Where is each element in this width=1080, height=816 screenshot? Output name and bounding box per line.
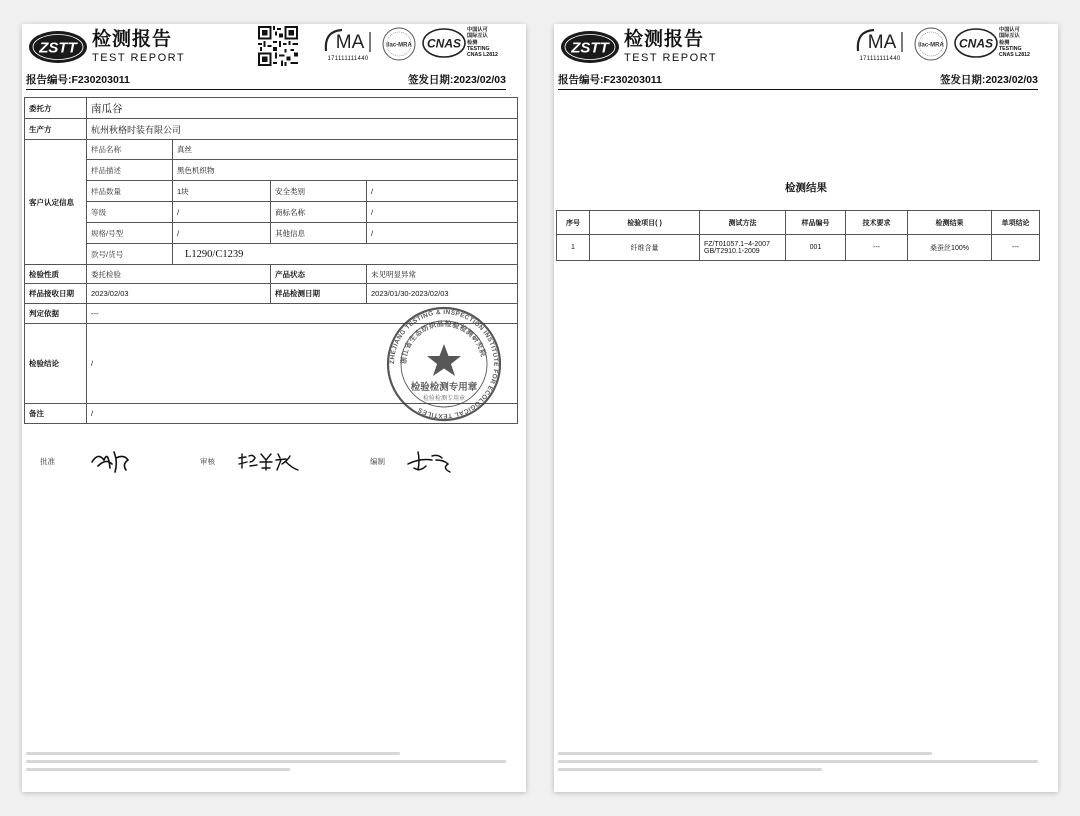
compile-signature xyxy=(406,446,456,476)
compile-label: 编制 xyxy=(370,457,385,466)
report-number-label: 报告编号: xyxy=(26,74,72,86)
received-date-value: 2023/02/03 xyxy=(87,284,271,304)
col-sample: 样品编号 xyxy=(786,211,846,235)
cnas-caption-line: CNAS L2812 xyxy=(467,52,498,59)
sample-qty-value: 1块 xyxy=(173,181,271,202)
row-result: 桑蚕丝100% xyxy=(908,235,992,261)
report-title xyxy=(624,28,717,64)
row-verdict: --- xyxy=(992,235,1040,261)
qr-code-icon xyxy=(258,26,298,66)
cnas-caption-line: 国际互认 xyxy=(999,33,1020,40)
approve-label: 批准 xyxy=(40,457,55,466)
safety-value: / xyxy=(367,181,518,202)
basis-label: 判定依据 xyxy=(25,304,87,324)
basis-value: --- xyxy=(87,304,518,324)
table-row xyxy=(25,223,518,244)
col-requirement: 技术要求 xyxy=(846,211,908,235)
issue-date-label: 签发日期: xyxy=(939,74,986,86)
sample-desc-label: 样品描述 xyxy=(87,160,173,181)
footer-line xyxy=(558,752,932,755)
method-line-2: GB/T2910.1-2009 xyxy=(704,247,760,255)
stamp-outer-text: ZHEJIANG TESTING & INSPECTION INSTITUTE FOR ECOLOGICAL TEXTILES xyxy=(388,308,500,420)
grade-label: 等级 xyxy=(87,202,173,223)
brand-label: 商标名称 xyxy=(271,202,367,223)
footer-line xyxy=(26,768,290,771)
table-row xyxy=(25,140,518,160)
conclusion-value: / xyxy=(87,324,518,404)
col-item: 检验项目( ) xyxy=(590,211,700,235)
report-header-line xyxy=(26,72,506,90)
table-header-row xyxy=(557,211,1040,235)
producer-value: 杭州秋格时装有限公司 xyxy=(87,119,518,140)
review-signature xyxy=(236,446,306,476)
footer-line xyxy=(558,768,822,771)
sample-qty-label: 样品数量 xyxy=(87,181,173,202)
table-row xyxy=(25,265,518,284)
received-date-label: 样品接收日期 xyxy=(25,284,87,304)
report-page-1 xyxy=(22,24,526,792)
spec-value: / xyxy=(173,223,271,244)
cma-text: MA xyxy=(867,32,897,53)
method-line-1: FZ/T01057.1~4-2007 xyxy=(704,240,770,248)
cnas-caption-line: 国际互认 xyxy=(467,33,488,40)
report-title-en: TEST REPORT xyxy=(624,52,718,64)
col-no: 序号 xyxy=(557,211,590,235)
cnas-caption-line: TESTING xyxy=(467,45,490,52)
ilac-text: ilac-MRA xyxy=(386,42,412,49)
table-row xyxy=(25,202,518,223)
footer-fine-print xyxy=(558,752,1038,780)
cnas-caption-line: TESTING xyxy=(999,45,1022,52)
product-state-label: 产品状态 xyxy=(271,265,367,284)
report-title-zh: 检测报告 xyxy=(624,29,705,50)
issue-date-value: 2023/02/03 xyxy=(985,74,1038,86)
row-sample: 001 xyxy=(786,235,846,261)
table-row xyxy=(25,244,518,265)
results-title: 检测结果 xyxy=(785,182,827,194)
client-label: 委托方 xyxy=(25,98,87,119)
col-verdict: 单项结论 xyxy=(992,211,1040,235)
cnas-caption-line: 检测 xyxy=(999,39,1010,46)
safety-label: 安全类别 xyxy=(271,181,367,202)
row-requirement: --- xyxy=(846,235,908,261)
remark-label: 备注 xyxy=(25,404,87,424)
conclusion-label: 检验结论 xyxy=(25,324,87,404)
cma-logo xyxy=(854,26,906,56)
approve-signature xyxy=(88,446,134,476)
zstt-logo xyxy=(28,30,88,64)
table-row xyxy=(557,235,1040,261)
table-row xyxy=(25,119,518,140)
table-row xyxy=(25,284,518,304)
ilac-text: ilac-MRA xyxy=(918,42,944,49)
sample-desc-value: 黑色机织物 xyxy=(173,160,518,181)
report-title xyxy=(92,28,185,64)
customer-info-label: 客户认定信息 xyxy=(25,140,87,265)
footer-line xyxy=(26,760,506,763)
cnas-logo xyxy=(422,26,466,60)
results-table xyxy=(556,210,1040,261)
report-header-line xyxy=(558,72,1038,90)
logo-text: ZSTT xyxy=(571,39,609,57)
client-value: 南瓜谷 xyxy=(87,98,518,119)
row-method xyxy=(700,235,786,261)
issue-date xyxy=(940,72,1038,87)
cnas-caption-line: CNAS L2812 xyxy=(999,52,1030,59)
stamp-center-text: 检验检测专用章 xyxy=(410,382,478,393)
cnas-text: CNAS xyxy=(958,36,994,51)
cnas-caption xyxy=(999,27,1030,58)
report-number xyxy=(558,72,662,87)
test-date-label: 样品检测日期 xyxy=(271,284,367,304)
producer-label: 生产方 xyxy=(25,119,87,140)
remark-value: / xyxy=(87,404,518,424)
issue-date-value: 2023/02/03 xyxy=(453,74,506,86)
footer-fine-print xyxy=(26,752,506,780)
report-title-zh: 检测报告 xyxy=(92,29,173,50)
ilac-mra-logo xyxy=(913,26,949,62)
report-number xyxy=(26,72,130,87)
issue-date xyxy=(408,72,506,87)
footer-line xyxy=(558,760,1038,763)
cma-logo xyxy=(322,26,374,56)
cma-text: MA xyxy=(335,32,365,53)
table-row xyxy=(25,181,518,202)
logo-text: ZSTT xyxy=(39,39,77,57)
spec-label: 规格/号型 xyxy=(87,223,173,244)
ilac-mra-logo xyxy=(381,26,417,62)
zstt-logo xyxy=(560,30,620,64)
cnas-caption xyxy=(467,27,498,58)
cnas-logo xyxy=(954,26,998,60)
row-no: 1 xyxy=(557,235,590,261)
cnas-caption-line: 中国认可 xyxy=(467,27,488,33)
test-nature-value: 委托检验 xyxy=(87,265,271,284)
grade-value: / xyxy=(173,202,271,223)
other-label: 其他信息 xyxy=(271,223,367,244)
table-row xyxy=(25,98,518,119)
star-icon xyxy=(427,344,461,376)
cnas-text: CNAS xyxy=(426,36,462,51)
inspection-stamp xyxy=(386,306,502,422)
style-label: 款号/货号 xyxy=(87,244,173,265)
review-label: 审核 xyxy=(200,457,215,466)
signature-row xyxy=(40,446,510,480)
other-value: / xyxy=(367,223,518,244)
cma-number: 171111111440 xyxy=(859,56,901,62)
report-number-label: 报告编号: xyxy=(558,74,604,86)
row-item: 纤维含量 xyxy=(590,235,700,261)
table-row xyxy=(25,160,518,181)
report-title-en: TEST REPORT xyxy=(92,52,186,64)
cma-number: 171111111440 xyxy=(327,56,369,62)
report-number-value: F230203011 xyxy=(603,74,662,86)
stamp-inner-text: 浙江省生态纺织品检验检测研究院 xyxy=(399,319,488,365)
col-method: 测试方法 xyxy=(700,211,786,235)
style-value: L1290/C1239 xyxy=(173,244,518,265)
col-result: 检测结果 xyxy=(908,211,992,235)
report-page-2 xyxy=(554,24,1058,792)
stamp-bottom-text: 检验检测专用章 xyxy=(422,395,466,402)
report-number-value: F230203011 xyxy=(71,74,130,86)
cnas-caption-line: 检测 xyxy=(467,39,478,46)
footer-line xyxy=(26,752,400,755)
sample-name-value: 真丝 xyxy=(173,140,518,160)
sample-name-label: 样品名称 xyxy=(87,140,173,160)
test-date-value: 2023/01/30-2023/02/03 xyxy=(367,284,518,304)
test-nature-label: 检验性质 xyxy=(25,265,87,284)
product-state-value: 未见明显异常 xyxy=(367,265,518,284)
cnas-caption-line: 中国认可 xyxy=(999,27,1020,33)
brand-value: / xyxy=(367,202,518,223)
issue-date-label: 签发日期: xyxy=(407,74,454,86)
